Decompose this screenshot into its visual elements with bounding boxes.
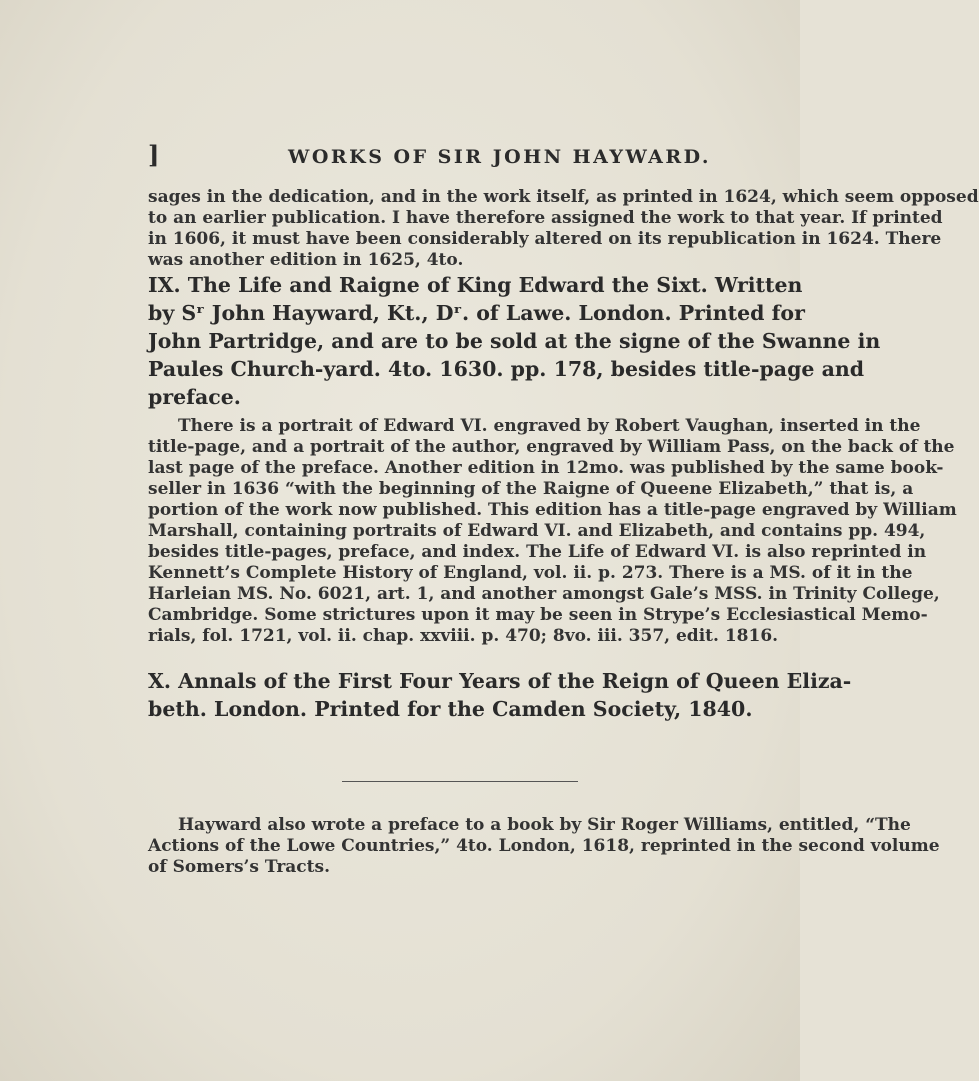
text-line: Hayward also wrote a preface to a book by Sir Roger Williams, entitled, “The <box>178 815 911 835</box>
text-line: preface. <box>148 385 241 409</box>
text-line: rials, fol. 1721, vol. ii. chap. xxviii. p. 470; 8vo. iii. 357, edit. 1816. <box>148 626 779 646</box>
text-line: Actions of the Lowe Countries,” 4to. London, 1618, reprinted in the second volume <box>148 836 940 856</box>
text-line: beth. London. Printed for the Camden Society, 1840. <box>148 697 753 721</box>
page-number: ] <box>148 140 160 169</box>
paragraph-dedication-note <box>148 187 979 271</box>
running-head: WORKS OF SIR JOHN HAYWARD. <box>288 146 712 168</box>
section-divider <box>342 781 578 782</box>
page-header <box>148 140 778 171</box>
text-line: in 1606, it must have been considerably altered on its republication in 1624. There <box>148 229 942 249</box>
text-line: was another edition in 1625, 4to. <box>148 250 464 270</box>
text-line: last page of the preface. Another edition in 12mo. was published by the same book- <box>148 458 944 478</box>
text-line: besides title-pages, preface, and index. The Life of Edward VI. is also reprinted in <box>148 542 927 562</box>
text-line: John Partridge, and are to be sold at the signe of the Swanne in <box>148 329 881 353</box>
bibliography-entry-x <box>148 667 852 723</box>
text-line: of Somers’s Tracts. <box>148 857 331 877</box>
text-line: There is a portrait of Edward VI. engraved by Robert Vaughan, inserted in the <box>178 416 921 436</box>
text-line: seller in 1636 “with the beginning of the Raigne of Queene Elizabeth,” that is, a <box>148 479 914 499</box>
bibliography-entry-ix <box>148 271 881 411</box>
text-line: to an earlier publication. I have therefore assigned the work to that year. If printed <box>148 208 943 228</box>
text-line: sages in the dedication, and in the work itself, as printed in 1624, which seem opposed <box>148 187 979 207</box>
text-line: Marshall, containing portraits of Edward VI. and Elizabeth, and contains pp. 494, <box>148 521 926 541</box>
paragraph-preface-note <box>148 815 940 878</box>
text-line: IX. The Life and Raigne of King Edward the Sixt. Written <box>148 273 803 297</box>
text-line: Cambridge. Some strictures upon it may be seen in Strype’s Ecclesiastical Memo- <box>148 605 928 625</box>
text-line: title-page, and a portrait of the author, engraved by William Pass, on the back of the <box>148 437 955 457</box>
text-line: Harleian MS. No. 6021, art. 1, and another amongst Gale’s MSS. in Trinity College, <box>148 584 940 604</box>
text-line: by Sʳ John Hayward, Kt., Dʳ. of Lawe. London. Printed for <box>148 301 805 325</box>
text-line: Kennett’s Complete History of England, vol. ii. p. 273. There is a MS. of it in the <box>148 563 913 583</box>
text-line: portion of the work now published. This edition has a title-page engraved by William <box>148 500 957 520</box>
text-line: Paules Church-yard. 4to. 1630. pp. 178, besides title-page and <box>148 357 865 381</box>
text-line: X. Annals of the First Four Years of the Reign of Queen Eliza- <box>148 669 852 693</box>
paragraph-editions-note <box>148 416 957 647</box>
